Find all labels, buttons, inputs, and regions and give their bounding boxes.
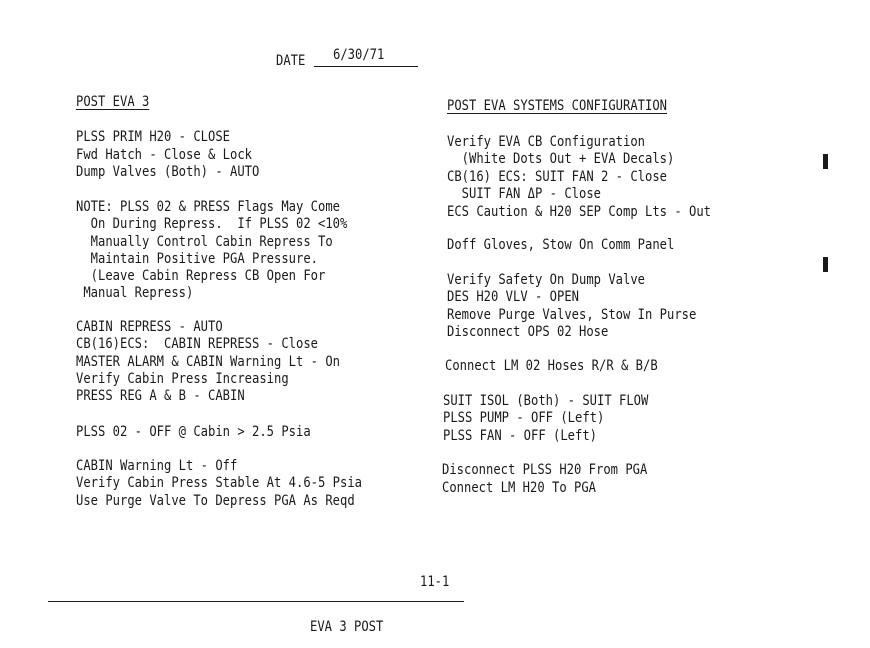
checklist-line: PLSS 02 - OFF @ Cabin > 2.5 Psia xyxy=(76,424,311,440)
checklist-line: CB(16) ECS: SUIT FAN 2 - Close xyxy=(447,169,668,185)
checklist-line: CB(16)ECS: CABIN REPRESS - Close xyxy=(76,336,318,352)
checklist-line: MASTER ALARM & CABIN Warning Lt - On xyxy=(76,354,340,370)
checklist-line: Doff Gloves, Stow On Comm Panel xyxy=(447,237,675,253)
checklist-line: (White Dots Out + EVA Decals) xyxy=(447,151,675,167)
checklist-line: PRESS REG A & B - CABIN xyxy=(76,388,245,404)
checklist-line: SUIT FAN ΔP - Close xyxy=(447,186,601,202)
page-number: 11-1 xyxy=(420,574,450,590)
checklist-line: CABIN REPRESS - AUTO xyxy=(76,319,223,335)
checklist-line: Verify Cabin Press Increasing xyxy=(76,371,289,387)
date-underline xyxy=(314,66,418,67)
footer-rule xyxy=(48,601,464,602)
footer-title: EVA 3 POST xyxy=(310,619,384,635)
checklist-line: Use Purge Valve To Depress PGA As Reqd xyxy=(76,493,355,509)
checklist-line: SUIT ISOL (Both) - SUIT FLOW xyxy=(443,393,649,409)
checklist-line: Disconnect PLSS H20 From PGA xyxy=(442,462,648,478)
left-section-heading: POST EVA 3 xyxy=(76,94,150,110)
checklist-line: CABIN Warning Lt - Off xyxy=(76,458,238,474)
checklist-line: ECS Caution & H20 SEP Comp Lts - Out xyxy=(447,204,711,220)
note-line: Maintain Positive PGA Pressure. xyxy=(76,251,318,267)
checklist-line: Disconnect OPS 02 Hose xyxy=(447,324,609,340)
date-value: 6/30/71 xyxy=(333,47,385,63)
checklist-line: PLSS FAN - OFF (Left) xyxy=(443,428,597,444)
checklist-line: Fwd Hatch - Close & Lock xyxy=(76,147,252,163)
checklist-line: Verify Cabin Press Stable At 4.6-5 Psia xyxy=(76,475,362,491)
change-bar-mark xyxy=(823,257,828,272)
checklist-line: Remove Purge Valves, Stow In Purse xyxy=(447,307,697,323)
checklist-line: Verify EVA CB Configuration xyxy=(447,134,645,150)
right-section-heading: POST EVA SYSTEMS CONFIGURATION xyxy=(447,98,668,114)
note-line: NOTE: PLSS 02 & PRESS Flags May Come xyxy=(76,199,340,215)
note-line: (Leave Cabin Repress CB Open For xyxy=(76,268,326,284)
note-line: On During Repress. If PLSS 02 <10% xyxy=(76,216,348,232)
checklist-line: DES H20 VLV - OPEN xyxy=(447,289,579,305)
note-line: Manually Control Cabin Repress To xyxy=(76,234,333,250)
checklist-line: PLSS PUMP - OFF (Left) xyxy=(443,410,605,426)
checklist-line: Connect LM H20 To PGA xyxy=(442,480,596,496)
checklist-line: Verify Safety On Dump Valve xyxy=(447,272,645,288)
checklist-line: Connect LM 02 Hoses R/R & B/B xyxy=(445,358,658,374)
change-bar-mark xyxy=(823,154,828,169)
date-label: DATE xyxy=(276,53,306,69)
checklist-line: PLSS PRIM H20 - CLOSE xyxy=(76,129,230,145)
note-line: Manual Repress) xyxy=(76,285,194,301)
checklist-line: Dump Valves (Both) - AUTO xyxy=(76,164,260,180)
